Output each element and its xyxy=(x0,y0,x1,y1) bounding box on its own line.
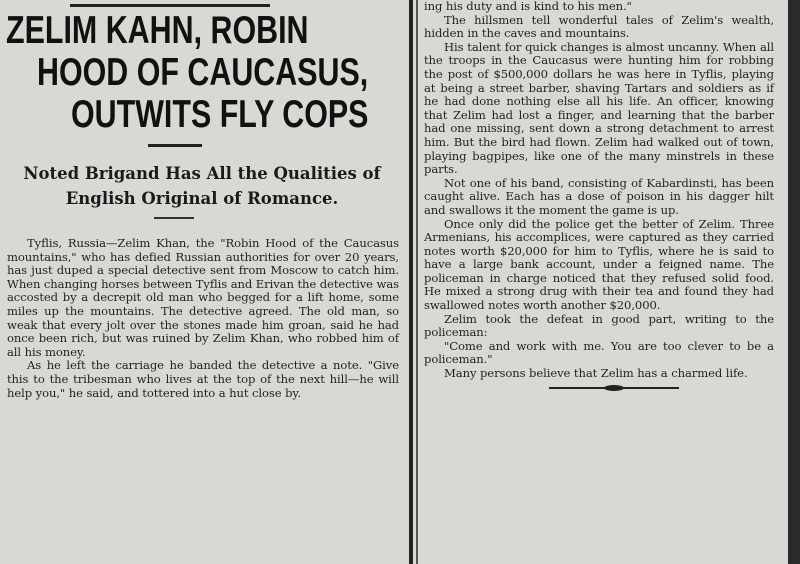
column-rule-inner xyxy=(416,0,418,564)
article-paragraph: The hillsmen tell wonderful tales of Zelim's wealth, hidden in the caves and mountains. xyxy=(424,12,774,41)
right-column xyxy=(424,0,782,564)
headline-line-2: HOOD OF CAUCASUS, xyxy=(37,51,369,94)
column-rule xyxy=(409,0,413,564)
headline-line-1: ZELIM KAHN, ROBIN xyxy=(6,9,309,52)
left-column xyxy=(4,10,402,564)
article-paragraph: Not one of his band, consisting of Kabardinsti, has been caught alive. Each has a dose of poison in his dagger hilt and swallows it the moment the game is up. xyxy=(424,175,774,217)
subheadline-divider xyxy=(154,217,194,219)
article-paragraph: Tyflis, Russia—Zelim Khan, the "Robin Hood of the Caucasus mountains," who has defied Russian authorities for over 20 years, has just duped a special detective sent from Moscow to catch him. When changing horses between Tyflis and Erivan the detective was accosted by a decrepit old man who begged for a lift home, some miles up the mountains. The detective agreed. The old man, so weak that every jolt over the stones made him groan, said he had once been rich, but was ruined by Zelim Khan, who robbed him of all his money. xyxy=(7,236,399,359)
left-article-body xyxy=(4,237,399,400)
article-paragraph: Once only did the police get the better of Zelim. Three Armenians, his accomplices, were captured as they carried notes worth $20,000 for him to Tyflis, where he is said to have a large bank account, under a feigned name. The policeman in charge noticed that they refused solid food. He mixed a strong drug with their tea and found they had swallowed notes worth another $20,000. xyxy=(424,216,774,313)
scan-edge xyxy=(788,0,800,564)
subheadline: Noted Brigand Has All the Qualities of English Original of Romance. xyxy=(23,164,381,208)
article-paragraph: ing his duty and is kind to his men." xyxy=(424,0,632,13)
article-paragraph: "Come and work with me. You are too clever to be a policeman." xyxy=(424,338,774,367)
article-paragraph: Zelim took the defeat in good part, writing to the policeman: xyxy=(424,311,774,340)
right-article-body xyxy=(424,0,774,381)
top-rule xyxy=(70,4,270,7)
end-ornament xyxy=(549,385,679,391)
article-paragraph: Many persons believe that Zelim has a charmed life. xyxy=(444,366,748,381)
article-paragraph: As he left the carriage he banded the detective a note. "Give this to the tribesman who lives at the top of the next hill—he will help you," he said, and tottered into a hut close by. xyxy=(7,358,399,400)
article-paragraph: His talent for quick changes is almost uncanny. When all the troops in the Caucasus were hunting him for robbing the post of $500,000 dollars he was here in Tyflis, playing at being a street barber, shaving Tartars and soldiers as if he had done nothing else all his life. An officer, knowing that Zelim had lost a finger, and learning that the barber had one missing, sent down a strong detachment to arrest him. But the bird had flown. Zelim had walked out of town, playing bagpipes, like one of the many minstrels in these parts. xyxy=(424,39,774,177)
headline-divider xyxy=(148,144,202,147)
headline-line-3: OUTWITS FLY COPS xyxy=(71,93,369,136)
